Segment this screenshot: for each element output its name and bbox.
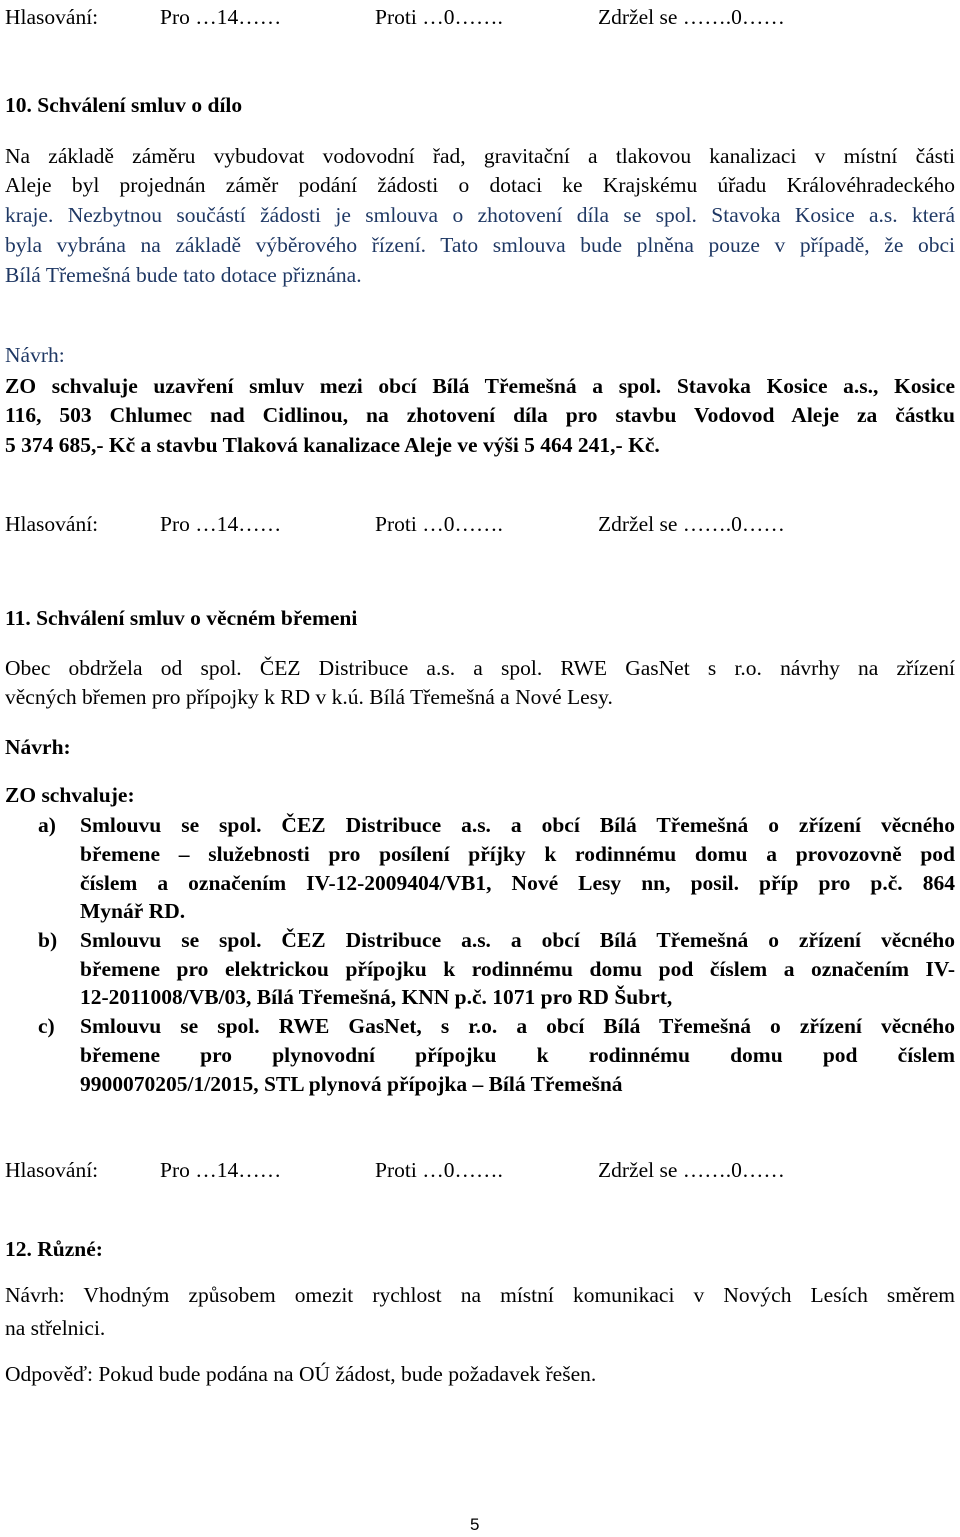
list-item-line: 9900070205/1/2015, STL plynová přípojka – Bílá Třemešná	[80, 1072, 623, 1096]
paragraph-line: věcných břemen pro přípojky k RD v k.ú. Bílá Třemešná a Nové Lesy.	[5, 685, 613, 709]
list-item-line: Mynář RD.	[80, 899, 186, 923]
voting-pro: Pro …14……	[160, 1158, 282, 1182]
voting-line	[5, 4, 955, 30]
paragraph-line: Aleje byl projednán záměr podání žádosti o dotaci ke Krajskému úřadu Královéhradeckého	[5, 173, 955, 197]
voting-label: Hlasování:	[5, 512, 99, 536]
resolution-line: ZO schvaluje uzavření smluv mezi obcí Bílá Třemešná a spol. Stavoka Kosice a.s., Kosice	[5, 374, 955, 398]
paragraph-line: Na základě záměru vybudovat vodovodní řad, gravitační a tlakovou kanalizaci v místní části	[5, 144, 955, 168]
voting-label: Hlasování:	[5, 5, 99, 29]
paragraph-line: Bílá Třemešná bude tato dotace přiznána.	[5, 263, 362, 287]
voting-proti: Proti …0…….	[375, 5, 503, 29]
navrh-label: Návrh:	[5, 735, 71, 759]
voting-pro: Pro …14……	[160, 5, 282, 29]
list-item-line: číslem a označením IV-12-2009404/VB1, Nové Lesy nn, posil. příp pro p.č. 864	[80, 871, 955, 895]
resolution-line: 116, 503 Chlumec nad Cidlinou, na zhotovení díla pro stavbu Vodovod Aleje za částku	[5, 403, 955, 427]
paragraph-line: Návrh: Vhodným způsobem omezit rychlost na místní komunikaci v Nových Lesích směrem	[5, 1283, 955, 1307]
voting-zdrzel: Zdržel se …….0……	[598, 512, 785, 536]
list-item-marker: c)	[38, 1014, 55, 1038]
voting-zdrzel: Zdržel se …….0……	[598, 1158, 785, 1182]
paragraph-line: Obec obdržela od spol. ČEZ Distribuce a.s. a spol. RWE GasNet s r.o. návrhy na zřízení	[5, 656, 955, 680]
voting-line	[5, 1157, 955, 1183]
list-item-marker: a)	[38, 813, 56, 837]
resolution-line: 5 374 685,- Kč a stavbu Tlaková kanalizace Aleje ve výši 5 464 241,- Kč.	[5, 433, 660, 457]
list-item-line: břemene – služebnosti pro posílení příjky k rodinnému domu a provozovně pod	[80, 842, 955, 866]
voting-proti: Proti …0…….	[375, 512, 503, 536]
list-item-line: 12-2011008/VB/03, Bílá Třemešná, KNN p.č. 1071 pro RD Šubrt,	[80, 985, 673, 1009]
voting-pro: Pro …14……	[160, 512, 282, 536]
list-item-line: břemene pro plynovodní přípojku k rodinnému domu pod číslem	[80, 1043, 955, 1067]
list-item-line: břemene pro elektrickou přípojku k rodinnému domu pod číslem a označením IV-	[80, 957, 955, 981]
paragraph-line: kraje. Nezbytnou součástí žádosti je smlouva o zhotovení díla se spol. Stavoka Kosice a.s. která	[5, 203, 955, 227]
paragraph-line: na střelnici.	[5, 1316, 106, 1340]
list-item-line: Smlouvu se spol. RWE GasNet, s r.o. a obcí Bílá Třemešná o zřízení věcného	[80, 1014, 955, 1038]
section-12-heading: 12. Různé:	[5, 1237, 103, 1261]
list-item-line: Smlouvu se spol. ČEZ Distribuce a.s. a obcí Bílá Třemešná o zřízení věcného	[80, 813, 955, 837]
voting-zdrzel: Zdržel se …….0……	[598, 5, 785, 29]
list-item-line: Smlouvu se spol. ČEZ Distribuce a.s. a obcí Bílá Třemešná o zřízení věcného	[80, 928, 955, 952]
section-10-heading: 10. Schválení smluv o dílo	[5, 93, 243, 117]
schvaluje-label: ZO schvaluje:	[5, 783, 135, 807]
voting-label: Hlasování:	[5, 1158, 99, 1182]
list-item-marker: b)	[38, 928, 58, 952]
paragraph-line: byla vybrána na základě výběrového řízení. Tato smlouva bude plněna pouze v případě, že obci	[5, 233, 955, 257]
navrh-label: Návrh:	[5, 343, 65, 367]
section-11-heading: 11. Schválení smluv o věcném břemeni	[5, 606, 358, 630]
voting-line	[5, 511, 955, 537]
answer-line: Odpověď: Pokud bude podána na OÚ žádost, bude požadavek řešen.	[5, 1362, 597, 1386]
voting-proti: Proti …0…….	[375, 1158, 503, 1182]
page-number: 5	[470, 1515, 480, 1534]
